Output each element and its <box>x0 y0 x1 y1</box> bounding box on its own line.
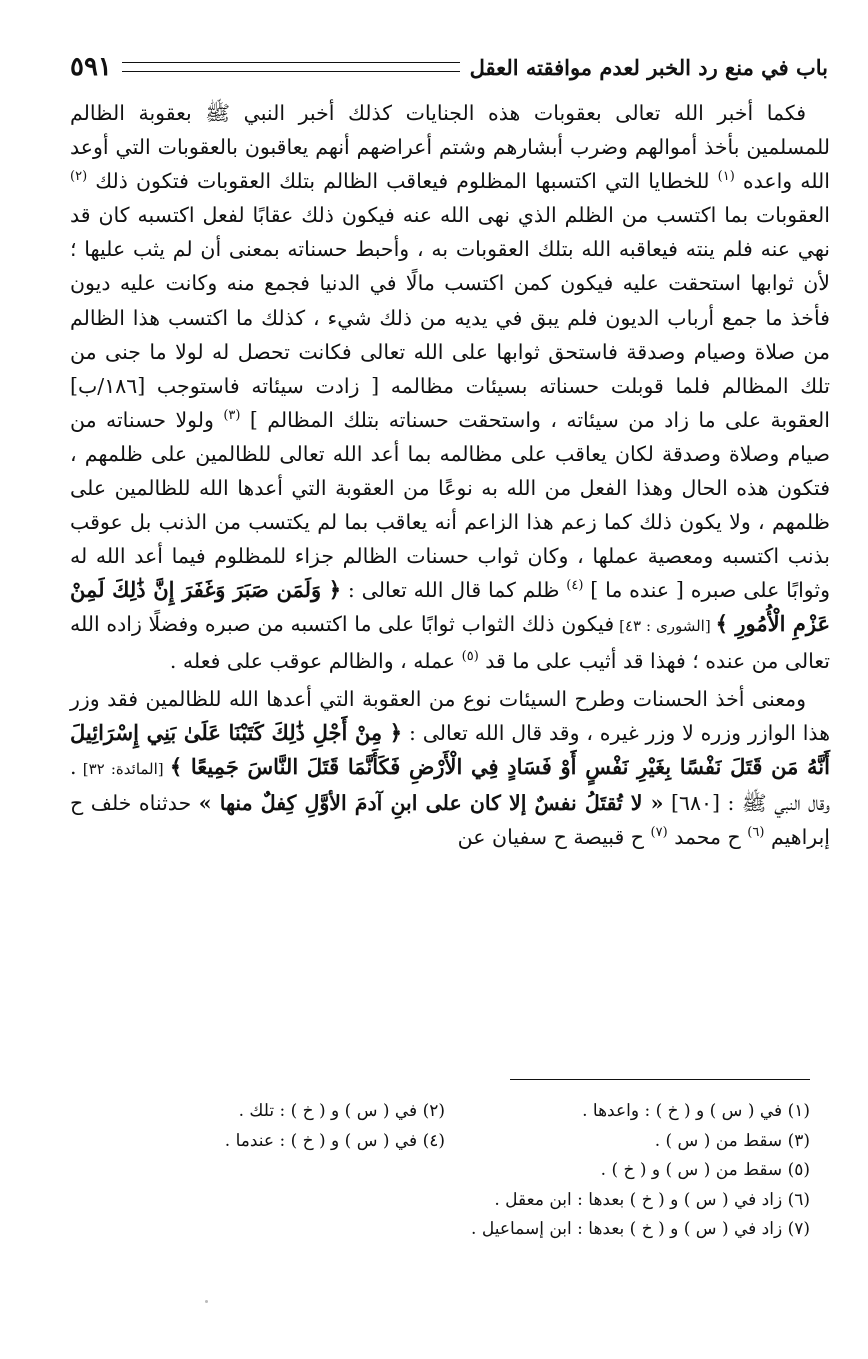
hadith-quote: « لا تُقتَلُ نفسٌ إلا كان على ابنِ آدمَ الأوَّلِ كِفلٌ منها » <box>198 790 664 815</box>
footnote-5: (٥) سقط من ( س ) و ( خ ) . <box>600 1160 810 1180</box>
verse-reference: [الشورى : ٤٣] <box>614 617 716 636</box>
footnote-marker: (٤) <box>566 578 584 594</box>
text-run: ومعنى أخذ الحسنات وطرح السيئات نوع من العقوبة التي أعدها الله للظالمين فقد وزر هذا الوازر وزره لا وزر غيره ، وقد قال الله تعالى : <box>70 686 831 745</box>
text-run: عمله ، والظالم عوقب على فعله . <box>169 648 462 673</box>
footnote-marker: (١) <box>717 169 735 185</box>
chapter-title: باب في منع رد الخبر لعدم موافقته العقل <box>469 54 828 80</box>
body-paragraph <box>70 682 830 854</box>
footnote-marker: (٥) <box>461 648 479 664</box>
running-header <box>70 46 828 88</box>
paper-speck <box>205 1300 208 1303</box>
text-run: . وقال النبي ﷺ : [٦٨٠] <box>70 754 831 815</box>
body-paragraph <box>70 96 830 678</box>
main-text <box>70 96 830 854</box>
footnote-row <box>80 1127 810 1157</box>
text-run: ولولا حسناته من صيام وصلاة وصدقة لكان يعاقب على مظالمه بما أعد الله تعالى للظالمين على ظلمهم ، فتكون هذه الحال وهذا الفعل من الله به نوعًا من العقوبة التي أعدها الله للظالمين على ظلمهم ، ولا يكون ذلك كما زعم هذا الزاعم أنه يعاقب بما لم يكتسب من الذنب بل عوقب بذنب اكتسبه ومعصية عملها ، وكان ثواب حسنات الظالم جزاء للمظلوم فيما أعد الله له وثوابًا على صبره [ عنده ما ] <box>70 407 831 603</box>
footnote-3: (٣) سقط من ( س ) . <box>654 1130 810 1151</box>
footnotes <box>80 1097 810 1245</box>
page-number: ٥٩١ <box>70 52 112 82</box>
footnote-marker: (٦) <box>747 825 765 841</box>
text-run: فكما أخبر الله تعالى بعقوبات هذه الجنايات كذلك أخبر النبي ﷺ بعقوبة الظالم للمسلمين بأخذ أموالهم وضرب أبشارهم وشتم أعراضهم أنهم يعاقبون بالعقوبات التي أوعد الله واعده <box>70 101 830 194</box>
footnote-6: (٦) زاد في ( س ) و ( خ ) بعدها : ابن معقل . <box>494 1189 810 1210</box>
text-run: حدثناه خلف ح إبراهيم <box>70 790 830 849</box>
footnote-marker: (٣) <box>223 408 241 424</box>
verse-reference: [المائدة: ٣٢] <box>76 759 170 778</box>
text-run: للخطايا التي اكتسبها المظلوم فيعاقب الظالم بتلك العقوبات فتكون ذلك <box>87 169 718 194</box>
footnote-marker: (٧) <box>650 825 668 841</box>
text-run: العقوبات بما اكتسب من الظلم الذي نهى الله عنه فيكون ذلك عقابًا لفعل اكتسبه كان قد نهي عنه فلم ينته فيعاقبه الله بتلك العقوبات به ، وأحبط حسناته بمعنى أن لم يثب عليها ؛ لأن ثوابها استحقت عليه فيكون كمن اكتسب مالًا في الدنيا فجمع منه وكانت عليه ديون فأخذ ما جمع أرباب الديون فلم يبق في يديه من ذلك شيء ، كذلك ما اكتسب هذا الظالم من صلاة وصيام وصدقة فاستحق ثوابها على الله تعالى فكانت تحصل له لولا ما جنى من تلك المظالم فلما قوبلت حسناته بسيئات مظالمه [ زادت سيئاته فاستوجب [١٨٦/ب] العقوبة على ما زاد من سيئاته ، واستحقت حسناته بتلك المظالم ] <box>70 203 830 432</box>
quran-verse: ﴿ مِنْ أَجْلِ ذَٰلِكَ كَتَبْنَا عَلَىٰ بَنِي إِسْرَائِيلَ أَنَّهُ مَن قَتَلَ نَفْسًا بِغَيْرِ نَفْسٍ أَوْ فَسَادٍ فِي الْأَرْضِ فَكَأَنَّمَا قَتَلَ النَّاسَ جَمِيعًا ﴾ <box>70 719 830 779</box>
header-double-rule <box>122 62 460 72</box>
footnote-2: (٢) في ( س ) و ( خ ) : تلك . <box>238 1101 445 1121</box>
footnote-marker: (٢) <box>70 169 88 185</box>
footnote-4: (٤) في ( س ) و ( خ ) : عندما . <box>224 1130 445 1151</box>
text-run: ظلم كما قال الله تعالى : <box>341 578 567 603</box>
text-run: ح محمد <box>667 824 748 849</box>
footnote-1: (١) في ( س ) و ( خ ) : واعدها . <box>582 1101 810 1121</box>
text-run: فيكون ذلك الثواب ثوابًا على ما اكتسبه من صبره وفضلًا زاده الله تعالى من عنده ؛ فهذا قد أثيب على ما قد <box>70 612 830 673</box>
footnote-row <box>80 1097 810 1127</box>
quran-verse: ﴿ وَلَمَن صَبَرَ وَغَفَرَ إِنَّ ذَٰلِكَ لَمِنْ عَزْمِ الْأُمُورِ ﴾ <box>70 577 831 637</box>
footnote-separator <box>510 1079 810 1080</box>
footnote-7: (٧) زاد في ( س ) و ( خ ) بعدها : ابن إسماعيل . <box>471 1219 810 1239</box>
text-run: ح قبيصة ح سفيان عن <box>457 824 651 849</box>
